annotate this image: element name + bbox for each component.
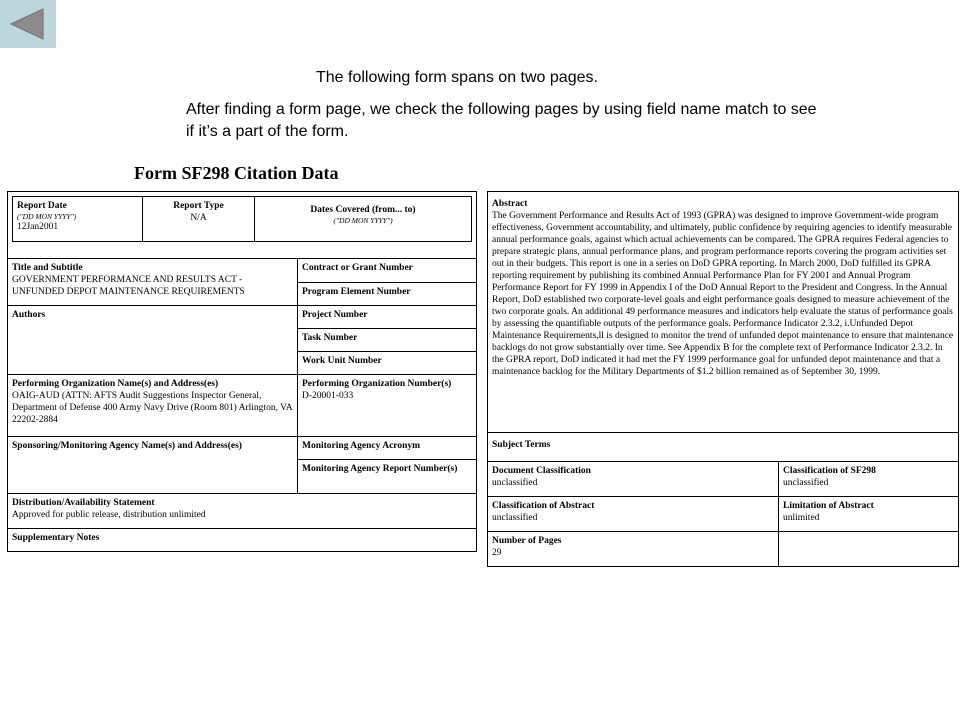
back-button[interactable] [0,0,56,48]
distribution-value: Approved for public release, distribution unlimited [12,510,206,520]
work-unit-label: Work Unit Number [302,356,382,366]
project-number-label: Project Number [302,310,368,320]
contract-field [298,259,477,283]
task-number-field [298,329,477,352]
number-of-pages-value: 29 [492,548,502,558]
title-label: Title and Subtitle [12,263,83,273]
abstract-label: Abstract [492,199,528,209]
report-date-field [13,197,143,242]
document-classification-field [488,462,779,497]
performing-number-label: Performing Organization Number(s) [302,379,452,389]
monitoring-acronym-field [298,437,477,460]
form-title: Form SF298 Citation Data [134,163,339,183]
abstract-classification-label: Classification of Abstract [492,501,595,511]
back-arrow-icon [9,7,47,41]
title-field [8,259,298,306]
distribution-field [8,494,477,529]
report-type-field [143,197,255,242]
supplementary-field [8,529,477,552]
form-page-2 [487,191,959,567]
title-value: GOVERNMENT PERFORMANCE AND RESULTS ACT -UNFUNDED DEPOT MAINTENANCE REQUIREMENTS [12,275,245,297]
dates-covered-format: ("DD MON YYYY") [333,216,393,225]
work-unit-field [298,352,477,375]
monitoring-acronym-label: Monitoring Agency Acronym [302,441,421,451]
dates-covered-label: Dates Covered (from... to) [310,205,416,215]
sf298-classification-value: unclassified [783,478,829,488]
report-header-row [8,192,477,259]
authors-field [8,306,298,375]
authors-label: Authors [12,310,46,320]
performing-number-field [298,375,477,437]
monitoring-report-label: Monitoring Agency Report Number(s) [302,464,458,474]
performing-org-value: OAIG-AUD (ATTN: AFTS Audit Suggestions Inspector General, Department of Defense 400 Army Navy Drive (Room 801) Arlington, VA 22202-2884 [12,391,293,425]
task-number-label: Task Number [302,333,358,343]
sf298-classification-field [779,462,959,497]
distribution-label: Distribution/Availability Statement [12,498,155,508]
performing-org-field [8,375,298,437]
project-number-field [298,306,477,329]
abstract-field [488,192,959,433]
contract-label: Contract or Grant Number [302,263,413,273]
program-element-label: Program Element Number [302,286,411,297]
abstract-classification-field [488,497,779,532]
subject-terms-label: Subject Terms [492,440,551,450]
intro-line-1: The following form spans on two pages. [316,69,598,86]
report-date-label: Report Date [17,201,67,211]
number-of-pages-label: Number of Pages [492,536,562,546]
document-classification-value: unclassified [492,478,538,488]
abstract-value: The Government Performance and Results Act of 1993 (GPRA) was designed to improve Government-wide program effectiveness, Government accountability, and ultimately, public confidence by requiring agencies to identify measurable annual performance goals, against which actual achievements can be compared. The GPRA requires Federal agencies to prepare strategic plans, annual performance plans, and program performance reports covering the program activities set out in their budgets. This report is one in a series on DoD GPRA reporting. In March 2000, DoD fulfilled its GPRA reporting requirement by publishing its combined Annual Performance Plan for FY 2001 and Annual Program Performance Report for FY 1999 in Appendix I of the DoD Annual Report to the President and Congress. In the Annual Report, DoD established two corporate-level goals and eight performance goals designed to measure achievement of the two corporate goals. An additional 49 performance measures and indicators help evaluate the status of performance goals by assessing the quantifiable outputs of the performance goals. Performance Indicator 2.3.2, i.Unfunded Depot Maintenance Requirements,ll is designed to monitor the trend of unfunded depot maintenance to ensure that maintenance backlogs do not grow substantially over time. See Appendix B for the complete text of Performance Indicator 2.3.2. In the GPRA report, DoD indicated it had met the FY 1999 performance goal for unfunded depot maintenance and that a maintenance backlog for the Military Departments of $1.2 billion remained as of September 30, 1999. [492,211,954,377]
dates-covered-field [255,197,472,242]
limitation-label: Limitation of Abstract [783,501,874,511]
limitation-field [779,497,959,532]
abstract-classification-value: unclassified [492,513,538,523]
program-element-field [298,282,477,306]
performing-org-label: Performing Organization Name(s) and Address(es) [12,379,219,389]
report-date-value: 12Jan2001 [17,222,59,232]
subject-terms-field [488,433,959,462]
number-of-pages-field [488,532,779,567]
supplementary-label: Supplementary Notes [12,533,100,543]
intro-line-2: After finding a form page, we check the following pages by using field name match to see if it’s a part of the form. [186,101,817,140]
report-type-label: Report Type [173,201,224,211]
report-type-value: N/A [190,213,207,223]
sf298-classification-label: Classification of SF298 [783,466,876,476]
form-page-1 [7,191,477,552]
sponsoring-field [8,437,298,494]
report-date-format: ("DD MON YYYY") [17,212,77,221]
limitation-value: unlimited [783,513,820,523]
sponsoring-label: Sponsoring/Monitoring Agency Name(s) and Address(es) [12,441,242,451]
empty-cell [779,532,959,567]
performing-number-value: D-20001-033 [302,391,354,401]
document-classification-label: Document Classification [492,466,591,476]
monitoring-report-field [298,460,477,494]
